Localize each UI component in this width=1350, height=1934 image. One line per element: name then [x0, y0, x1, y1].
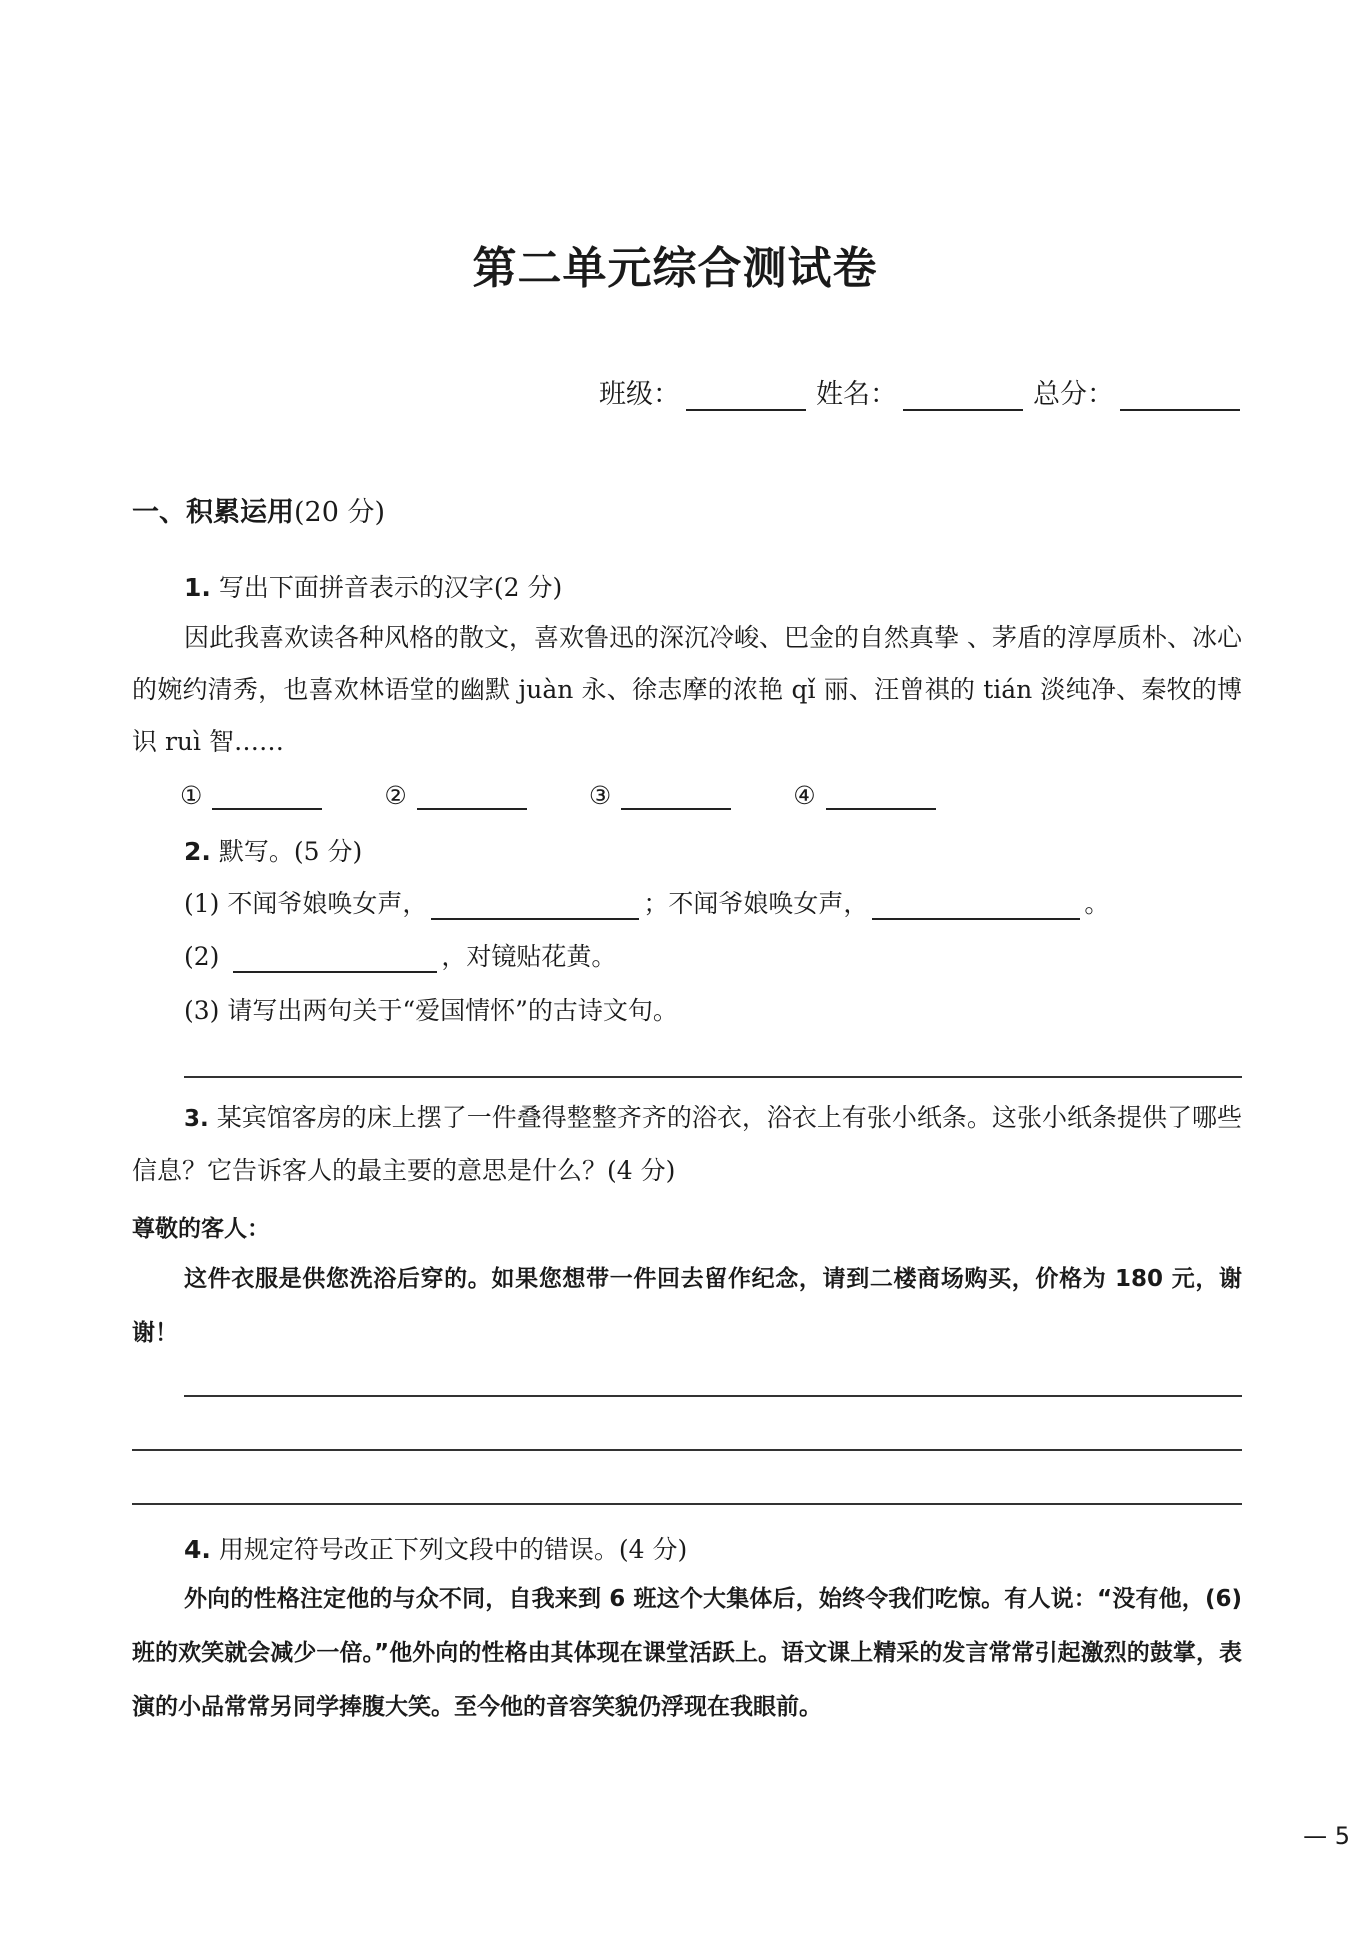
- note-body: 这件衣服是供您洗浴后穿的。如果您想带一件回去留作纪念，请到二楼商场购买，价格为 180 元，谢谢！: [132, 1266, 1242, 1346]
- score-blank[interactable]: [1120, 377, 1240, 411]
- question-4: [184, 1530, 687, 1566]
- answer-line-q3-2[interactable]: [132, 1449, 1242, 1451]
- question-1-passage: 因此我喜欢读各种风格的散文，喜欢鲁迅的深沉冷峻、巴金的自然真挚 、茅盾的淳厚质朴、冰心的婉约清秀，也喜欢林语堂的幽默 juàn 永、徐志摩的浓艳 qǐ 丽、汪曾祺的 tián 淡纯净、秦牧的博识 ruì 智……: [132, 623, 1242, 756]
- answer-line-q3-3[interactable]: [132, 1503, 1242, 1505]
- class-blank[interactable]: [686, 377, 806, 411]
- question-4-text: 用规定符号改正下列文段中的错误。(4 分): [218, 1535, 688, 1564]
- section-1-heading: [132, 490, 385, 529]
- question-2-item-2: (2) ，对镜贴花黄。: [184, 942, 617, 971]
- name-blank[interactable]: [903, 377, 1023, 411]
- note-salutation: 尊敬的客人：: [132, 1216, 270, 1242]
- question-3: [132, 1092, 1242, 1197]
- question-3-number: 3.: [184, 1106, 209, 1132]
- page-title: 第二单元综合测试卷: [472, 243, 878, 294]
- dictation-blank-3[interactable]: [233, 943, 437, 973]
- section-1-points: (20 分): [294, 497, 386, 528]
- question-2-item-3: (3) 请写出两句关于“爱国情怀”的古诗文句。: [184, 996, 678, 1025]
- question-2-text: 默写。(5 分): [218, 837, 363, 866]
- question-3-text: 某宾馆客房的床上摆了一件叠得整整齐齐的浴衣，浴衣上有张小纸条。这张小纸条提供了哪些信息？它告诉客人的最主要的意思是什么？(4 分): [132, 1103, 1242, 1185]
- question-1-number: 1.: [184, 573, 211, 602]
- score-label: 总分：: [1033, 379, 1114, 410]
- question-1-answer-blanks: [180, 780, 998, 810]
- question-2: [184, 832, 362, 868]
- answer-slot-3[interactable]: ③: [589, 780, 731, 810]
- question-4-passage: 外向的性格注定他的与众不同，自我来到 6 班这个大集体后，始终令我们吃惊。有人说：“没有他，(6)班的欢笑就会减少一倍。”他外向的性格由其体现在课堂活跃上。语文课上精采的发言常常引起激烈的鼓掌，表演的小品常常另同学捧腹大笑。至今他的音容笑貌仍浮现在我眼前。: [132, 1586, 1242, 1720]
- question-1: [184, 568, 562, 604]
- answer-slot-2[interactable]: ②: [384, 780, 526, 810]
- answer-slot-1[interactable]: ①: [180, 780, 322, 810]
- name-label: 姓名：: [816, 379, 897, 410]
- section-1-title: 一、积累运用: [132, 497, 294, 528]
- question-1-text: 写出下面拼音表示的汉字(2 分): [218, 573, 563, 602]
- student-info-line: [599, 372, 1240, 411]
- class-label: 班级：: [599, 379, 680, 410]
- question-2-item-1: (1) 不闻爷娘唤女声， ；不闻爷娘唤女声， 。: [184, 889, 1110, 918]
- answer-slot-4[interactable]: ④: [793, 780, 935, 810]
- dictation-blank-2[interactable]: [872, 890, 1080, 920]
- answer-line-q2[interactable]: [184, 1076, 1242, 1078]
- page-number: — 5: [1303, 1822, 1350, 1850]
- question-2-number: 2.: [184, 837, 211, 866]
- dictation-blank-1[interactable]: [431, 890, 639, 920]
- answer-line-q3-1[interactable]: [184, 1395, 1242, 1397]
- question-4-number: 4.: [184, 1535, 211, 1564]
